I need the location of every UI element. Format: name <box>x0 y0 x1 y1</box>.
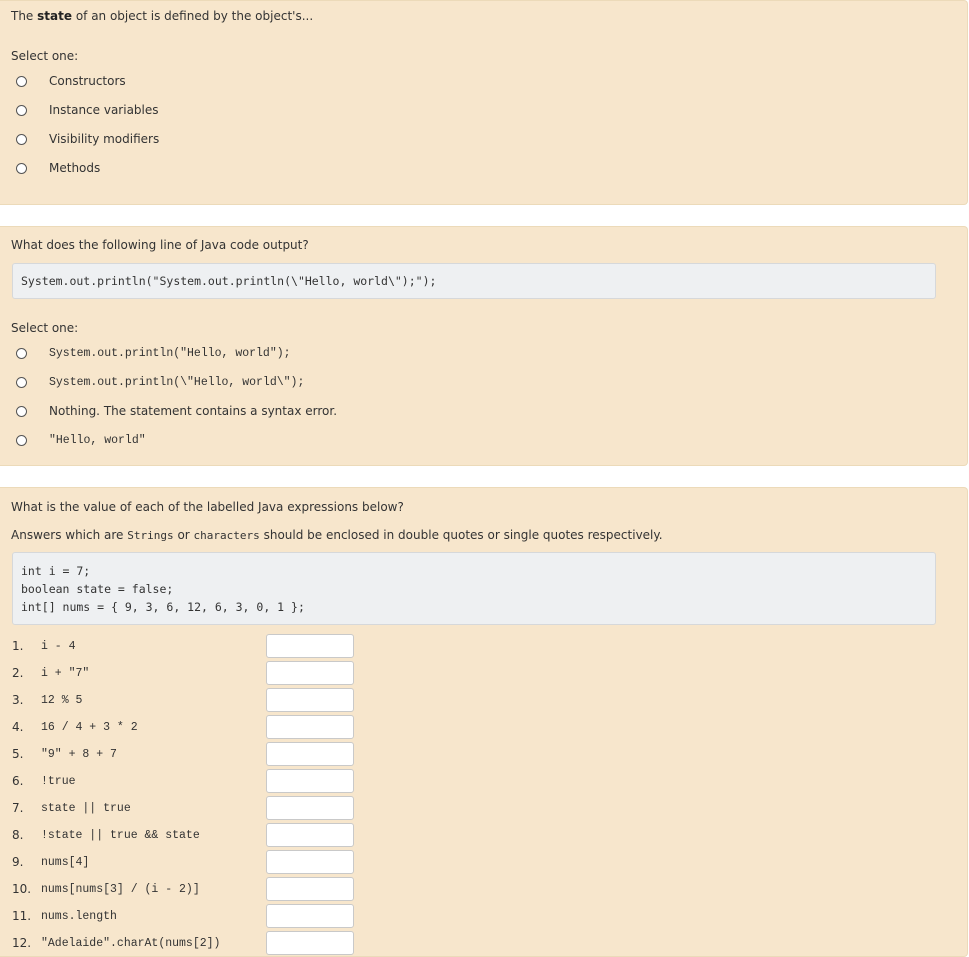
expression-number: 5. <box>12 747 24 761</box>
question-3-note <box>11 528 663 542</box>
note-code-strings: Strings <box>127 529 174 542</box>
radio-button[interactable] <box>16 134 27 145</box>
expression-number: 1. <box>12 639 24 653</box>
answer-input-4[interactable] <box>266 715 354 739</box>
answer-input-5[interactable] <box>266 742 354 766</box>
expression-number: 8. <box>12 828 24 842</box>
q2-code-block: System.out.println("System.out.println(\"Hello, world\");"); <box>12 263 936 299</box>
expression-code: !state || true && state <box>41 828 200 842</box>
question-3-text: What is the value of each of the labelled Java expressions below? <box>11 500 404 514</box>
radio-button[interactable] <box>16 105 27 116</box>
question-2-card <box>0 226 968 466</box>
question-1-text <box>11 9 313 23</box>
q2-option-a[interactable] <box>16 344 291 362</box>
radio-button[interactable] <box>16 348 27 359</box>
expression-code: nums[4] <box>41 855 90 869</box>
q1-option-constructors[interactable] <box>16 72 126 90</box>
answer-input-6[interactable] <box>266 769 354 793</box>
expression-code: "9" + 8 + 7 <box>41 747 117 761</box>
option-label: Constructors <box>49 74 126 88</box>
radio-button[interactable] <box>16 406 27 417</box>
expression-number: 6. <box>12 774 24 788</box>
expression-code: i - 4 <box>41 639 76 653</box>
answer-input-3[interactable] <box>266 688 354 712</box>
expression-number: 7. <box>12 801 24 815</box>
question-3-card <box>0 487 968 957</box>
option-label: Instance variables <box>49 103 159 117</box>
answer-input-1[interactable] <box>266 634 354 658</box>
expression-number: 3. <box>12 693 24 707</box>
option-label: Nothing. The statement contains a syntax error. <box>49 404 338 418</box>
answer-input-9[interactable] <box>266 850 354 874</box>
radio-button[interactable] <box>16 76 27 87</box>
option-label: Methods <box>49 161 101 175</box>
q1-option-visibility-modifiers[interactable] <box>16 130 159 148</box>
answer-input-2[interactable] <box>266 661 354 685</box>
question-1-card <box>0 0 968 205</box>
q2-select-one-label: Select one: <box>11 321 79 335</box>
expression-number: 10. <box>12 882 32 896</box>
q1-text-part: The <box>11 9 38 23</box>
radio-button[interactable] <box>16 435 27 446</box>
expression-code: 16 / 4 + 3 * 2 <box>41 720 138 734</box>
expression-code: 12 % 5 <box>41 693 83 707</box>
q3-code-block: int i = 7; boolean state = false; int[] nums = { 9, 3, 6, 12, 6, 3, 0, 1 }; <box>12 552 936 625</box>
note-code-characters: characters <box>193 529 260 542</box>
option-label: "Hello, world" <box>49 433 146 447</box>
q2-option-c[interactable] <box>16 402 337 420</box>
note-text: or <box>173 528 194 542</box>
q2-option-b[interactable] <box>16 373 304 391</box>
expression-code: i + "7" <box>41 666 90 680</box>
question-2-text: What does the following line of Java code output? <box>11 238 309 252</box>
expression-number: 11. <box>12 909 32 923</box>
expression-code: !true <box>41 774 76 788</box>
expression-code: "Adelaide".charAt(nums[2]) <box>41 936 221 950</box>
q2-option-d[interactable] <box>16 431 146 449</box>
q1-text-bold: state <box>37 9 72 23</box>
expression-number: 12. <box>12 936 32 950</box>
expression-code: nums[nums[3] / (i - 2)] <box>41 882 200 896</box>
note-text: should be enclosed in double quotes or single quotes respectively. <box>259 528 663 542</box>
radio-button[interactable] <box>16 377 27 388</box>
answer-input-7[interactable] <box>266 796 354 820</box>
answer-input-10[interactable] <box>266 877 354 901</box>
expression-code: nums.length <box>41 909 117 923</box>
answer-input-11[interactable] <box>266 904 354 928</box>
expression-code: state || true <box>41 801 131 815</box>
expression-number: 4. <box>12 720 24 734</box>
option-label: System.out.println("Hello, world"); <box>49 346 291 360</box>
expression-number: 2. <box>12 666 24 680</box>
answer-input-8[interactable] <box>266 823 354 847</box>
answer-input-12[interactable] <box>266 931 354 955</box>
radio-button[interactable] <box>16 163 27 174</box>
option-label: System.out.println(\"Hello, world\"); <box>49 375 305 389</box>
q1-text-part: of an object is defined by the object's... <box>72 9 314 23</box>
q1-option-methods[interactable] <box>16 159 100 177</box>
option-label: Visibility modifiers <box>49 132 160 146</box>
q1-option-instance-variables[interactable] <box>16 101 159 119</box>
expression-number: 9. <box>12 855 24 869</box>
note-text: Answers which are <box>11 528 128 542</box>
q1-select-one-label: Select one: <box>11 49 79 63</box>
